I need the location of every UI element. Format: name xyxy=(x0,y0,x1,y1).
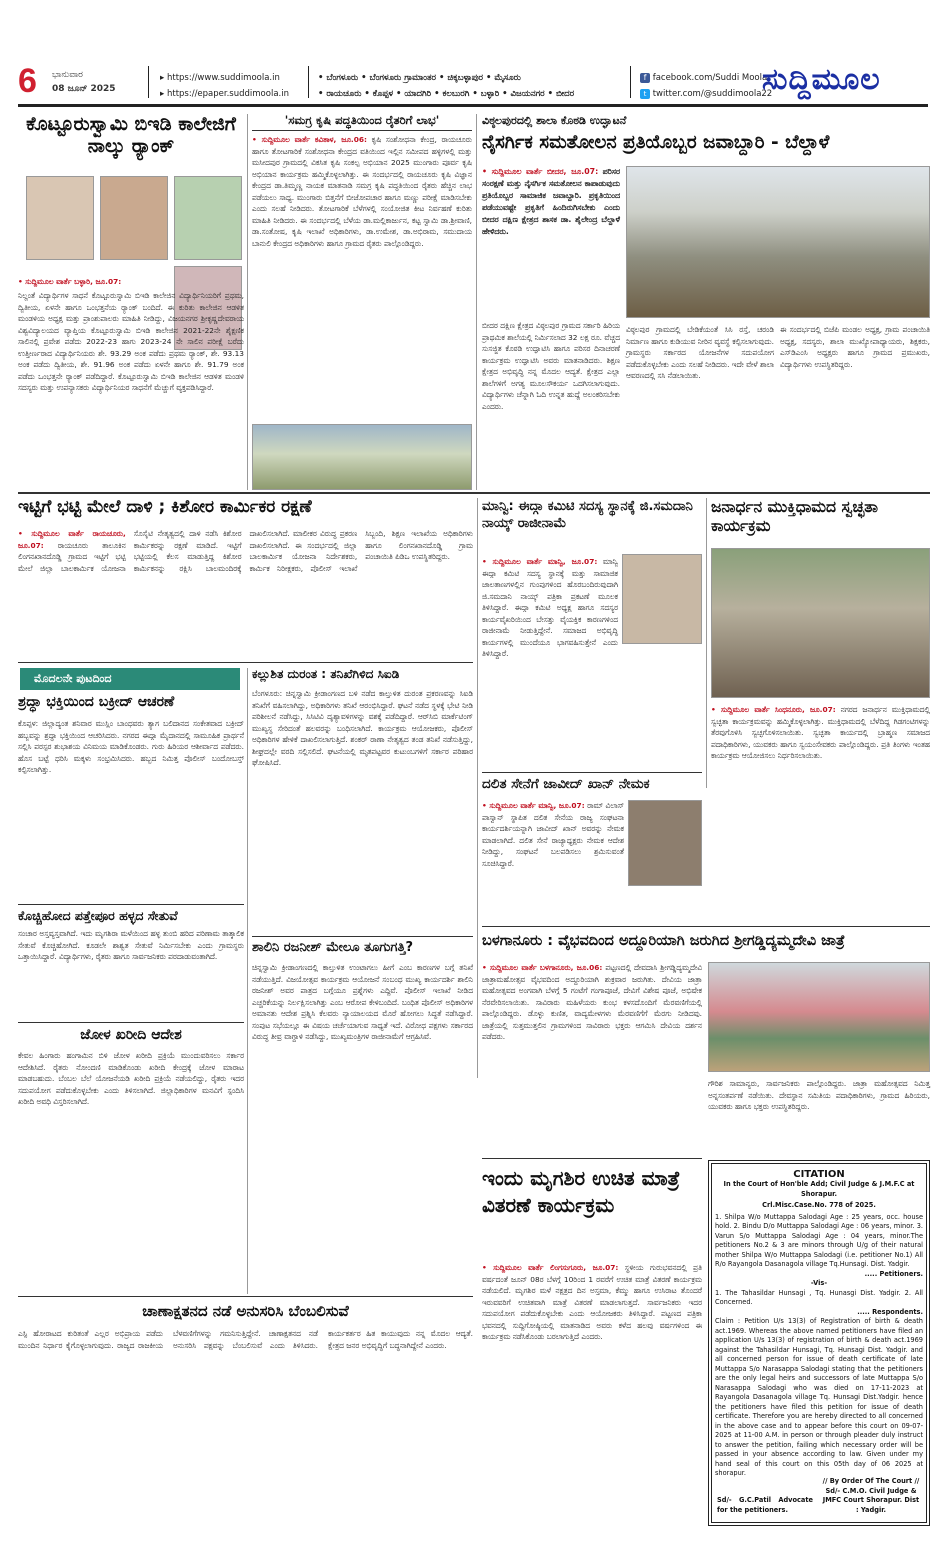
article-bridge xyxy=(18,904,244,1022)
byline: • ಸುದ್ದಿಮೂಲ ವಾರ್ತೆ ಮಾನ್ವಿ, ಜೂ.07: xyxy=(482,557,598,566)
article-jatre xyxy=(482,926,930,1152)
facebook-link[interactable]: facebook.com/Suddi Moola xyxy=(652,73,768,83)
masthead-divider xyxy=(148,66,149,98)
citation-court: In the Court of Hon'ble Add; Civil Judge & J.M.F.C at Shorapur. xyxy=(723,1180,915,1198)
citation-body: Claim : Petition U/s 13(3) of Registration of birth & death act.1969. Whereas the above named petitioners have filed an application U/s 13(3) of registration of birth & death act.1969 against the Tahasildar Hunsagi, Tq. Hunsagi Dist. Yadgir. and all concerned person for issue of death certificate of late Muttappa S/o Narasappa Salodagi stating that the petitioners are the only legal heirs and successors of late Muttappa S/o Narasappa Salodagi who was died on 17-11-2023 at Rayangola Dasanagola village Tq. Hunsagi Dist.Yadgir. hence the petitioners have filed this petition for issue of death certificate. Therefore you are hereby directed to all concerned in the above case and to appear before this court on 09-07-2025 at 11-00 A.M. in person or through pleader duly instruct to answer the petition, failing which necessary order will be passed in your absence according to law. Given under my hand seal of this court on this 05th day of 06 2025 at shorapur. xyxy=(715,1317,923,1477)
article-agriculture xyxy=(252,114,472,490)
byline: • ಸುದ್ದಿಮೂಲ ವಾರ್ತೆ ಕವಿತಾಳ, ಜೂ.06: xyxy=(252,135,367,145)
byline: • ಸುದ್ದಿಮೂಲ ವಾರ್ತೆ ಮಾನ್ವಿ, ಜೂ.07: xyxy=(482,801,585,810)
article-body: ರಾಮ್ ವಿಲಾಸ್ ಪಾಸ್ವಾನ್ ಸ್ಥಾಪಿತ ದಲಿತ ಸೇನೆಯ ರಾಜ್ಯ ಸಂಘಟನಾ ಕಾರ್ಯದರ್ಶಿಯನ್ನಾಗಿ ಜಾವೀದ್ ಖಾನ್ ಅವರನ್ನು ನೇಮಕ ಮಾಡಲಾಗಿದೆ. ದಲಿತ ಸೇನೆ ರಾಜ್ಯಾಧ್ಯಕ್ಷರು ನೇಮಕ ಆದೇಶ ನೀಡಿದ್ದು, ಸಂಘಟನೆ ಬಲಪಡಿಸಲು ಶ್ರಮಿಸುವಂತೆ ಸೂಚಿಸಿದ್ದಾರೆ. xyxy=(482,801,624,868)
article-body: ಕೇವಲ ಹಿಂಗಾರು ಹಂಗಾಮಿನ ಬಿಳಿ ಜೋಳ ಖರೀದಿ ಪ್ರಕ್ರಿಯೆ ಮುಂದುವರಿಸಲು ಸರ್ಕಾರ ಆದೇಶಿಸಿದೆ. ರೈತರು ನೋಂದಣಿ ಮಾಡಿಕೊಂಡು ಖರೀದಿ ಕೇಂದ್ರಕ್ಕೆ ಜೋಳ ಮಾರಾಟ ಮಾಡಬಹುದು. ಬೆಂಬಲ ಬೆಲೆ ಯೋಜನೆಯಡಿ ಖರೀದಿ ಪ್ರಕ್ರಿಯೆ ನಡೆಯಲಿದ್ದು, ರೈತರು ಇದರ ಸದುಪಯೋಗ ಪಡೆದುಕೊಳ್ಳಬೇಕು ಎಂದು ತಿಳಿಸಲಾಗಿದೆ. ಜಿಲ್ಲಾಧಿಕಾರಿಗಳ ಮನವಿಗೆ ಸ್ಪಂದಿಸಿ ಖರೀದಿ ಅವಧಿ ವಿಸ್ತರಿಸಲಾಗಿದೆ. xyxy=(18,1051,244,1106)
article-kicker: ವಿಠ್ಠಲಪುರದಲ್ಲಿ ಶಾಲಾ ಕೊಠಡಿ ಉದ್ಘಾಟನೆ xyxy=(482,114,627,127)
article-photo xyxy=(711,548,930,698)
article-title: ಚಾಣಾಕ್ಷತನದ ನಡೆ ಅನುಸರಿಸಿ ಬೆಂಬಲಿಸುವೆ xyxy=(18,1296,473,1320)
student-photo xyxy=(100,176,168,260)
article-photo xyxy=(252,424,472,490)
edition-date-text: 08 ಜೂನ್ 2025 xyxy=(52,84,116,94)
edition-day: ಭಾನುವಾರ xyxy=(52,70,83,80)
article-title: ಬಳಗಾನೂರು : ವೈಭವದಿಂದ ಅದ್ದೂರಿಯಾಗಿ ಜರುಗಿದ ಶ್ರೀಗಡ್ಡಿದ್ಯಮ್ಮದೇವಿ ಜಾತ್ರೆ xyxy=(482,926,930,950)
section-rule xyxy=(18,492,930,494)
article-cleanliness xyxy=(711,498,930,788)
article-body: ನಿಲ್ದಂತೆ ವಿದ್ಯಾರ್ಥಿಗಳ ಸಾಧನೆ ಕೊಟ್ಟೂರುಸ್ವಾಮಿ ಬಿಇಡಿ ಕಾಲೇಜಿನ ವಿದ್ಯಾರ್ಥಿನಿಯರಿಗೆ ಪ್ರಥಮ, ದ್ವಿತೀಯ, ಏಳನೇ ಹಾಗೂ ಒಂಭತ್ತನೆಯ ರ್‍ಯಾಂಕ್ ಬಂದಿದೆ. ಈ ಕುರಿತು ಕಾಲೇಜಿನ ಆಡಳಿತ ಮಂಡಳಿಯ ಅಧ್ಯಕ್ಷ ಮತ್ತು ಪ್ರಾಂಶುಪಾಲರು ಮಾಹಿತಿ ನೀಡಿದ್ದು, ವಿಜಯನಗರ ಶ್ರೀಕೃಷ್ಣದೇವರಾಯ ವಿಶ್ವವಿದ್ಯಾಲಯದ ವ್ಯಾಪ್ತಿಯ ಕೊಟ್ಟೂರುಸ್ವಾಮಿ ಬಿಇಡಿ ಕಾಲೇಜಿನ 2021-22ನೇ ಶೈಕ್ಷಣಿಕ ಸಾಲಿನಲ್ಲಿ ಪ್ರವೇಶ ಪಡೆದು 2022-23 ಹಾಗು 2023-24 ನೇ ಸಾಲಿನ ಪರೀಕ್ಷೆ ಬರೆದು ಉತ್ತೀರ್ಣರಾದ ವಿದ್ಯಾರ್ಥಿನಿಯರು ಶೇ. 93.29 ಅಂಕ ಪಡೆದು ಪ್ರಥಮ ರ್‍ಯಾಂಕ್, ಶೇ. 93.13 ಅಂಕ ಪಡೆದು ದ್ವಿತೀಯ, ಶೇ. 91.96 ಅಂಕ ಪಡೆದು ಏಳನೇ ಹಾಗೂ ಶೇ. 91.79 ಅಂಕ ಪಡೆದು ಒಂಭತ್ತನೇ ರ್‍ಯಾಂಕ್ ಪಡೆದಿದ್ದಾರೆ. ಕೊಟ್ಟೂರುಸ್ವಾಮಿ ಬಿಇಡಿ ಕಾಲೇಜಿನ ಆಡಳಿತ ಮಂಡಳಿ ಸದಸ್ಯರು ಮತ್ತು ಉಪನ್ಯಾಸಕರು ವಿದ್ಯಾರ್ಥಿನಿಯರ ಸಾಧನೆಗೆ ಮೆಚ್ಚುಗೆ ವ್ಯಕ್ತಪಡಿಸಿದ್ದಾರೆ. xyxy=(18,291,244,392)
byline: • ಸುದ್ದಿಮೂಲ ವಾರ್ತೆ ಬೀದರ, ಜೂ.07: xyxy=(482,167,599,176)
column-rule xyxy=(477,498,478,1078)
article-title: ಜೋಳ ಖರೀದಿ ಆದೇಶ xyxy=(18,1022,244,1043)
article-body: ಸ್ಥಳೀಯ ಗುರುಭವನದಲ್ಲಿ ಪ್ರತಿ ವರ್ಷದಂತೆ ಜೂನ್ 08ರ ಬೆಳಗ್ಗೆ 10ರಿಂದ 1 ರವರೆಗೆ ಉಚಿತ ಮಾತ್ರೆ ವಿತರಣೆ ಕಾರ್ಯಕ್ರಮ ನಡೆಯಲಿದೆ. ಮೃಗಶಿರ ಮಳೆ ನಕ್ಷತ್ರದ ದಿನ ಅಸ್ತಮಾ, ಕೆಮ್ಮು ಹಾಗೂ ಉಸಿರಾಟ ತೊಂದರೆ ಇರುವವರಿಗೆ ಉಚಿತವಾಗಿ ಮಾತ್ರೆ ವಿತರಣೆ ಮಾಡಲಾಗುತ್ತದೆ. ಸಾರ್ವಜನಿಕರು ಇದರ ಸದುಪಯೋಗ ಪಡೆದುಕೊಳ್ಳಬೇಕು ಎಂದು ಆಯೋಜಕರು ತಿಳಿಸಿದ್ದಾರೆ. ಪಟ್ಟಣದ ಪತ್ರಿಕಾ ಭವನದಲ್ಲಿ ಸುದ್ದಿಗೋಷ್ಠಿಯಲ್ಲಿ ಮಾತನಾಡಿದ ಅವರು ಕಳೆದ ಹಲವು ವರ್ಷಗಳಿಂದ ಈ ಕಾರ್ಯಕ್ರಮ ನಡೆಸಿಕೊಂಡು ಬರಲಾಗುತ್ತಿದೆ ಎಂದರು. xyxy=(482,1263,703,1341)
social-links xyxy=(640,70,772,102)
section-rule xyxy=(18,662,473,663)
article-jowar xyxy=(18,1022,244,1292)
masthead-divider xyxy=(308,66,309,98)
column-rule xyxy=(247,668,248,1294)
article-title: ದಲಿತ ಸೇನೆಗೆ ಜಾವೀದ್ ಖಾನ್ ನೇಮಕ xyxy=(482,772,702,793)
edition-cities xyxy=(318,70,574,102)
citation-sign-left: Sd/- G.C.Patil Advocate for the petitioners. xyxy=(717,1496,813,1514)
website-link[interactable]: https://www.suddimoola.in xyxy=(166,73,280,83)
citation-vs: -Vis- xyxy=(810,1279,828,1287)
article-title: 'ಸಮಗ್ರ ಕೃಷಿ ಪದ್ಧತಿಯಿಂದ ರೈತರಿಗೆ ಲಾಭ' xyxy=(252,114,472,131)
legal-citation xyxy=(708,1160,930,1526)
article-title: ಜನಾರ್ಧನ ಮುಕ್ತಿಧಾಮದ ಸ್ವಚ್ಛತಾ ಕಾರ್ಯಕ್ರಮ xyxy=(711,498,878,535)
byline: • ಸುದ್ದಿಮೂಲ ವಾರ್ತೆ ಬಳ್ಳಾರಿ, ಜೂ.07: xyxy=(18,277,122,286)
cities-row: • ಬೆಂಗಳೂರು • ಬೆಂಗಳೂರು ಗ್ರಾಮಾಂತರ • ಚಿಕ್ಕಬಳ್ಳಾಪುರ • ಮೈಸೂರು xyxy=(318,73,521,83)
facebook-icon: f xyxy=(640,73,650,83)
article-stampede xyxy=(252,668,473,930)
byline: • ಸುದ್ದಿಮೂಲ ವಾರ್ತೆ ಬಳಗಾನೂರು, ಜೂ.06: xyxy=(482,963,603,972)
cities-row: • ರಾಯಚೂರು • ಕೊಪ್ಪಳ • ಯಾದಗಿರಿ • ಕಲಬುರಗಿ • ಬಳ್ಳಾರಿ • ವಿಜಯನಗರ • ಬೀದರ xyxy=(318,89,575,99)
website-links xyxy=(160,70,289,102)
article-title: ನೈಸರ್ಗಿಕ ಸಮತೋಲನ ಪ್ರತಿಯೊಬ್ಬರ ಜವಾಬ್ದಾರಿ - ಬೆಲ್ದಾಳೆ xyxy=(482,132,830,153)
article-photo xyxy=(708,962,930,1072)
article-body: ಈ ಸಂದರ್ಭದಲ್ಲಿ ಬಿಜೆಪಿ ಮಂಡಲ ಅಧ್ಯಕ್ಷ, ಗ್ರಾಮ ಪಂಚಾಯಿತಿ ಅಧ್ಯಕ್ಷ, ಸದಸ್ಯರು, ಶಾಲಾ ಮುಖ್ಯೋಪಾಧ್ಯಾಯರು, ಶಿಕ್ಷಕರು, ಎಸ್‌ಡಿಎಂಸಿ ಅಧ್ಯಕ್ಷರು ಹಾಗೂ ಗ್ರಾಮದ ಪ್ರಮುಖರು, ವಿದ್ಯಾರ್ಥಿಗಳು ಉಪಸ್ಥಿತರಿದ್ದರು. xyxy=(780,325,930,369)
column-rule xyxy=(706,498,707,788)
edition-date xyxy=(52,68,116,96)
article-title: ಕೊಟ್ಟೂರುಸ್ವಾಮಿ ಬಿಇಡಿ ಕಾಲೇಜಿಗೆ ನಾಲ್ಕು ರ್‍ಯಾಂಕ್ xyxy=(26,113,236,157)
article-mrugashira xyxy=(482,1158,702,1528)
byline: • ಸುದ್ದಿಮೂಲ ವಾರ್ತೆ ಲಿಂಗಸುಗೂರು, ಜೂ.07: xyxy=(482,1263,619,1272)
citation-title: CITATION xyxy=(793,1169,845,1180)
student-photo xyxy=(174,176,242,260)
article-body: ಗೌರಿಶ ಸಾಮಾನ್ಯರು, ಸಾರ್ವಜನಿಕರು ಪಾಲ್ಗೊಂಡಿದ್ದರು. ಜಾತ್ರಾ ಮಹೋತ್ಸವದ ನಿಮಿತ್ತ ಅನ್ನಸಂತರ್ಪಣೆ ನಡೆಯಿತು. ದೇವಸ್ಥಾನ ಸಮಿತಿಯ ಪದಾಧಿಕಾರಿಗಳು, ಗ್ರಾಮದ ಹಿರಿಯರು, ಯುವಕರು ಹಾಗೂ ಭಕ್ತರು ಉಪಸ್ಥಿತರಿದ್ದರು. xyxy=(708,1079,930,1111)
twitter-icon: t xyxy=(640,89,650,99)
article-shalini xyxy=(252,936,473,1292)
article-body: ಪಟ್ಟಣದಲ್ಲಿ ದೇವದಾಸಿ ಶ್ರೀಗಡ್ಡಿದ್ಯಮ್ಮದೇವಿ ಜಾತ್ರಾಮಹೋತ್ಸವ ವೈಭವದಿಂದ ಅದ್ದೂರಿಯಾಗಿ ಶುಕ್ರವಾರ ಜರುಗಿತು. ದೇವಿಯ ಜಾತ್ರಾ ಮಹೋತ್ಸವದ ಅಂಗವಾಗಿ ಬೆಳಗ್ಗೆ 5 ಗಂಟೆಗೆ ಗಂಗಾಪೂಜೆ, ದೇವಿಗೆ ವಿಶೇಷ ಪೂಜೆ, ಅಭಿಷೇಕ ನೆರವೇರಿಸಲಾಯಿತು. ಸಾವಿರಾರು ಮಹಿಳೆಯರು ಕುಂಭ ಕಳಸದೊಂದಿಗೆ ಮೆರವಣಿಗೆಯಲ್ಲಿ ಪಾಲ್ಗೊಂಡಿದ್ದರು. ಡೊಳ್ಳು ಕುಣಿತ, ವಾದ್ಯಮೇಳಗಳು ಮೆರವಣಿಗೆಗೆ ಮೆರಗು ನೀಡಿದವು. ಜಾತ್ರೆಯಲ್ಲಿ ಸುತ್ತಮುತ್ತಲಿನ ಗ್ರಾಮಗಳಿಂದ ಸಾವಿರಾರು ಭಕ್ತರು ಆಗಮಿಸಿ ದೇವಿಯ ದರ್ಶನ ಪಡೆದರು. xyxy=(482,963,702,1041)
section-tag: ಮೊದಲನೇ ಪುಟದಿಂದ xyxy=(20,668,240,690)
twitter-link[interactable]: twitter.com/@suddimoola22 xyxy=(652,89,773,99)
article-body: ಚಿನ್ನಸ್ವಾಮಿ ಕ್ರೀಡಾಂಗಣದಲ್ಲಿ ಕಾಲ್ತುಳಿತ ಉಂಟಾಗಲು ಹೀಗೆ ಎಂಬ ಕಾರಣಗಳ ಬಗ್ಗೆ ತನಿಖೆ ನಡೆಯುತ್ತಿದೆ. ವಿಜಯೋತ್ಸವ ಕಾರ್ಯಕ್ರಮ ಆಯೋಜನೆ ಸಂಬಂಧ ಮುಖ್ಯ ಕಾರ್ಯದರ್ಶಿ ಶಾಲಿನಿ ರಜನೀಶ್ ಅವರ ಪಾತ್ರದ ಬಗ್ಗೆಯೂ ಪ್ರಶ್ನೆಗಳು ಎದ್ದಿವೆ. ಪೊಲೀಸ್ ಇಲಾಖೆ ನೀಡಿದ ಎಚ್ಚರಿಕೆಯನ್ನು ನಿರ್ಲಕ್ಷಿಸಲಾಗಿತ್ತು ಎಂಬ ಆರೋಪ ಕೇಳಿಬಂದಿದೆ. ಬಂಧಿತ ಪೊಲೀಸ್ ಅಧಿಕಾರಿಗಳ ಅಮಾನತು ಆದೇಶ ಪ್ರಶ್ನಿಸಿ ಕೆಲವರು ನ್ಯಾಯಾಲಯದ ಮೊರೆ ಹೋಗಲು ಸಿದ್ಧತೆ ನಡೆಸಿದ್ದಾರೆ. ಸಂಪುಟ ಸಭೆಯಲ್ಲೂ ಈ ವಿಷಯ ಚರ್ಚೆಯಾಗುವ ಸಾಧ್ಯತೆ ಇದೆ. ವಿರೋಧ ಪಕ್ಷಗಳು ಸರ್ಕಾರದ ವಿರುದ್ಧ ತೀವ್ರ ವಾಗ್ದಾಳಿ ನಡೆಸಿದ್ದು, ಮುಖ್ಯಮಂತ್ರಿಗಳ ರಾಜೀನಾಮೆಗೆ ಆಗ್ರಹಿಸಿವೆ. xyxy=(252,963,473,1041)
masthead-divider xyxy=(630,66,631,98)
page-number: 6 xyxy=(18,62,37,100)
article-title: ಇಟ್ಟಿಗೆ ಭಟ್ಟಿ ಮೇಲೆ ದಾಳಿ ; ಕಿಶೋರ ಕಾರ್ಮಿಕರ ರಕ್ಷಣೆ xyxy=(18,497,312,517)
citation-case: Crl.Misc.Case.No. 778 of 2025. xyxy=(762,1201,876,1209)
article-body: ನಗರದ ಜನಾರ್ಧನ ಮುಕ್ತಿಧಾಮದಲ್ಲಿ ಸ್ವಚ್ಛತಾ ಕಾರ್ಯಕ್ರಮವನ್ನು ಹಮ್ಮಿಕೊಳ್ಳಲಾಗಿತ್ತು. ಮುಕ್ತಿಧಾಮದಲ್ಲಿ ಬೆಳೆದಿದ್ದ ಗಿಡಗಂಟಿಗಳನ್ನು ತೆರವುಗೊಳಿಸಿ ಸ್ವಚ್ಛಗೊಳಿಸಲಾಯಿತು. ಸ್ವಚ್ಛತಾ ಕಾರ್ಯದಲ್ಲಿ ಬ್ರಾಹ್ಮಣ ಸಮಾಜದ ಪದಾಧಿಕಾರಿಗಳು, ಯುವಕರು ಹಾಗೂ ಸ್ವಯಂಸೇವಕರು ಪಾಲ್ಗೊಂಡಿದ್ದರು. ಪ್ರತಿ ತಿಂಗಳು ಇಂತಹ ಕಾರ್ಯಕ್ರಮ ಆಯೋಜಿಸಲು ನಿರ್ಧರಿಸಲಾಯಿತು. xyxy=(711,705,930,760)
article-dalit-sena xyxy=(482,772,702,922)
article-body: ಬೆಂಗಳೂರು: ಚಿನ್ನಸ್ವಾಮಿ ಕ್ರೀಡಾಂಗಣದ ಬಳಿ ನಡೆದ ಕಾಲ್ತುಳಿತ ದುರಂತ ಪ್ರಕರಣವನ್ನು ಸಿಐಡಿ ತನಿಖೆಗೆ ವಹಿಸಲಾಗಿದ್ದು, ಅಧಿಕಾರಿಗಳು ತನಿಖೆ ಆರಂಭಿಸಿದ್ದಾರೆ. ಘಟನೆ ನಡೆದ ಸ್ಥಳಕ್ಕೆ ಭೇಟಿ ನೀಡಿ ಪರಿಶೀಲನೆ ನಡೆಸಿದ್ದು, ಸಿಸಿಟಿವಿ ದೃಶ್ಯಾವಳಿಗಳನ್ನು ವಶಕ್ಕೆ ಪಡೆದಿದ್ದಾರೆ. ಆರ್‌ಸಿಬಿ ಮಾರ್ಕೆಟಿಂಗ್ ಮುಖ್ಯಸ್ಥ ಸೇರಿದಂತೆ ಹಲವರನ್ನು ಬಂಧಿಸಲಾಗಿದೆ. ಕಾರ್ಯಕ್ರಮ ಆಯೋಜಕರು, ಪೊಲೀಸ್ ಅಧಿಕಾರಿಗಳ ಹೇಳಿಕೆ ದಾಖಲಿಸಲಾಗುತ್ತಿದೆ. ಶಂಕರ್ ರಾಣಾ ನೇತೃತ್ವದ ತಂಡ ತನಿಖೆ ನಡೆಸುತ್ತಿದ್ದು, ಶೀಘ್ರದಲ್ಲೇ ವರದಿ ಸಲ್ಲಿಸಲಿದೆ. ಘಟನೆಯಲ್ಲಿ ಮೃತಪಟ್ಟವರ ಕುಟುಂಬಗಳಿಗೆ ಸರ್ಕಾರ ಪರಿಹಾರ ಘೋಷಿಸಿದೆ. xyxy=(252,689,473,767)
column-rule xyxy=(476,114,477,490)
article-title: ಕಲ್ಲುಶಿತ ದುರಂತ : ತನಿಖೆಗಿಳಿದ ಸಿಐಡಿ xyxy=(252,667,400,681)
citation-body: 1. The Tahasildar Hunsagi , Tq. Hunasgi Dist. Yadgir. 2. All Concerned. xyxy=(715,1288,923,1306)
article-lead: ಪರಿಸರ ಸಂರಕ್ಷಣೆ ಮತ್ತು ನೈಸರ್ಗಿಕ ಸಮತೋಲನ ಕಾಪಾಡುವುದು ಪ್ರತಿಯೊಬ್ಬರ ಸಾಮಾಜಿಕ ಜವಾಬ್ದಾರಿ. ಪ್ರಕೃತಿಯಿಂದ ಪಡೆಯುವಷ್ಟೇ ಪ್ರಕೃತಿಗೆ ಹಿಂದಿರುಗಿಸಬೇಕು ಎಂದು ಬೀದರ ದಕ್ಷಿಣ ಕ್ಷೇತ್ರದ ಶಾಸಕ ಡಾ. ಶೈಲೇಂದ್ರ ಬೆಲ್ದಾಳೆ ಹೇಳಿದರು. xyxy=(482,167,620,236)
masthead-rule xyxy=(18,104,928,107)
citation-respondents: ..... Respondents. xyxy=(857,1307,923,1316)
link-arrow-icon: ▸ xyxy=(160,89,167,99)
person-photo xyxy=(622,554,702,644)
article-ranks xyxy=(18,114,244,486)
article-school xyxy=(482,114,930,490)
article-cleanliness-cont xyxy=(711,790,930,920)
article-body: ಬೀದರ ದಕ್ಷಿಣ ಕ್ಷೇತ್ರದ ವಿಠ್ಠಲಪುರ ಗ್ರಾಮದ ಸರ್ಕಾರಿ ಹಿರಿಯ ಪ್ರಾಥಮಿಕ ಶಾಲೆಯಲ್ಲಿ ನಿರ್ಮಿಸಲಾದ 32 ಲಕ್ಷ ರೂ. ವೆಚ್ಚದ ಸುಸಜ್ಜಿತ ಕೊಠಡಿ ಉದ್ಘಾಟಿಸಿ ಹಾಗೂ ಪರಿಸರ ದಿನಾಚರಣೆ ಕಾರ್ಯಕ್ರಮ ಉದ್ಘಾಟಿಸಿ ಅವರು ಮಾತನಾಡಿದರು. ಶಿಕ್ಷಣ ಕ್ಷೇತ್ರದ ಅಭಿವೃದ್ಧಿ ನನ್ನ ಮೊದಲ ಆದ್ಯತೆ. ಕ್ಷೇತ್ರದ ಎಲ್ಲಾ ಶಾಲೆಗಳಿಗೆ ಅಗತ್ಯ ಮೂಲಸೌಕರ್ಯ ಒದಗಿಸಲಾಗುವುದು. ವಿದ್ಯಾರ್ಥಿಗಳು ಚೆನ್ನಾಗಿ ಓದಿ ಉನ್ನತ ಹುದ್ದೆ ಅಲಂಕರಿಸಬೇಕು ಎಂದರು. xyxy=(482,321,620,411)
column-rule xyxy=(247,114,248,490)
epaper-link[interactable]: https://epaper.suddimoola.in xyxy=(166,89,289,99)
link-arrow-icon: ▸ xyxy=(160,73,167,83)
article-title: ಶ್ರದ್ಧಾ ಭಕ್ತಿಯಿಂದ ಬಕ್ರೀದ್ ಆಚರಣೆ xyxy=(18,694,175,710)
article-photo xyxy=(626,166,930,318)
article-title: ಕೊಚ್ಚಿಹೋದ ಪತ್ತೇಪೂರ ಹಳ್ಳದ ಸೇತುವೆ xyxy=(18,904,244,923)
article-brick-kiln xyxy=(18,498,473,658)
article-title: ಇಂದು ಮೃಗಶಿರ ಉಚಿತ ಮಾತ್ರೆ ವಿತರಣೆ ಕಾರ್ಯಕ್ರಮ xyxy=(482,1158,702,1219)
article-title: ಮಾನ್ವಿ: ಈದ್ಗಾ ಕಮಿಟಿ ಸದಸ್ಯ ಸ್ಥಾನಕ್ಕೆ ಜಿ.ಸಮದಾನಿ ನಾಯ್ಕ್ ರಾಜೀನಾಮೆ xyxy=(482,499,693,531)
byline: • ಸುದ್ದಿಮೂಲ ವಾರ್ತೆ ಸಿಂಧನೂರು, ಜೂ.07: xyxy=(711,705,836,714)
citation-petitioners: ..... Petitioners. xyxy=(864,1269,923,1278)
byline: • ಸುದ್ದಿಮೂಲ ವಾರ್ತೆ ರಾಯಚೂರು, ಜೂ.07: xyxy=(18,529,126,550)
article-idgah xyxy=(482,498,702,768)
article-title: ಶಾಲಿನಿ ರಜನೀಶ್ ಮೇಲೂ ತೂಗುಗತ್ತಿ? xyxy=(252,936,473,956)
person-photo xyxy=(628,800,702,886)
article-body: ವಿಠ್ಠಲಪುರ ಗ್ರಾಮದಲ್ಲಿ ಬೇಡಿಕೆಯಂತೆ ಸಿಸಿ ರಸ್ತೆ, ಚರಂಡಿ ನಿರ್ಮಾಣ ಹಾಗೂ ಕುಡಿಯುವ ನೀರಿನ ವ್ಯವಸ್ಥೆ ಕಲ್ಪಿಸಲಾಗುವುದು. ಗ್ರಾಮಸ್ಥರು ಸರ್ಕಾರದ ಯೋಜನೆಗಳ ಸದುಪಯೋಗ ಪಡೆದುಕೊಳ್ಳಬೇಕು ಎಂದು ಸಲಹೆ ನೀಡಿದರು. ಇದೇ ವೇಳೆ ಶಾಲಾ ಆವರಣದಲ್ಲಿ ಸಸಿ ನೆಡಲಾಯಿತು. xyxy=(626,325,775,380)
article-body: ಸಂಚಾರ ಅಸ್ತವ್ಯಸ್ತವಾಗಿದೆ. ಇದು ಮೃಗಶಿರಾ ಮಳೆಯಿಂದ ಹಳ್ಳ ತುಂಬಿ ಹರಿದ ಪರಿಣಾಮ ತಾತ್ಕಾಲಿಕ ಸೇತುವೆ ಕೊಚ್ಚಿಹೋಗಿದೆ. ಕೂಡಲೇ ಶಾಶ್ವತ ಸೇತುವೆ ನಿರ್ಮಿಸಬೇಕು ಎಂದು ಗ್ರಾಮಸ್ಥರು ಒತ್ತಾಯಿಸಿದ್ದಾರೆ. ವಿದ್ಯಾರ್ಥಿಗಳು, ರೈತರು ಹಾಗೂ ಸಾರ್ವಜನಿಕರು ಪರದಾಡುವಂತಾಗಿದೆ. xyxy=(18,929,244,961)
article-body: ರಾಯಚೂರು ತಾಲೂಕಿನ ಲಿಂಗನಖಾನದೊಡ್ಡಿ ಗ್ರಾಮದ ಇಟ್ಟಿಗೆ ಭಟ್ಟಿ ಮೇಲೆ ಜಿಲ್ಲಾ ಬಾಲಕಾರ್ಮಿಕ ಯೋಜನಾ ಸೊಸೈಟಿ ನೇತೃತ್ವದಲ್ಲಿ ದಾಳಿ ನಡೆಸಿ ಕಿಶೋರ ಕಾರ್ಮಿಕರನ್ನು ರಕ್ಷಣೆ ಮಾಡಿದೆ. ಇಟ್ಟಿಗೆ ಭಟ್ಟಿಯಲ್ಲಿ ಕೆಲಸ ಮಾಡುತ್ತಿದ್ದ ಕಿಶೋರ ಕಾರ್ಮಿಕನನ್ನು ರಕ್ಷಿಸಿ ಬಾಲಮಂದಿರಕ್ಕೆ ದಾಖಲಿಸಲಾಗಿದೆ. ಮಾಲೀಕರ ವಿರುದ್ಧ ಪ್ರಕರಣ ದಾಖಲಿಸಲಾಗಿದೆ. ಈ ಸಂದರ್ಭದಲ್ಲಿ ಜಿಲ್ಲಾ ಬಾಲಕಾರ್ಮಿಕ ಯೋಜನಾ ನಿರ್ದೇಶಕರು, ಕಾರ್ಮಿಕ ನಿರೀಕ್ಷಕರು, ಪೊಲೀಸ್ ಇಲಾಖೆ ಸಿಬ್ಬಂದಿ, ಶಿಕ್ಷಣ ಇಲಾಖೆಯ ಅಧಿಕಾರಿಗಳು ಹಾಗೂ ಲಿಂಗನಖಾನದೊಡ್ಡಿ ಗ್ರಾಮ ಪಂಚಾಯಿತಿ ಪಿಡಿಒ ಉಪಸ್ಥಿತರಿದ್ದರು. xyxy=(18,529,473,573)
citation-sign-right: // By Order Of The Court // Sd/- C.M.O. Civil Judge & JMFC Court Shorapur. Dist : Yadgir. xyxy=(822,1477,920,1514)
student-photo xyxy=(26,176,94,260)
article-body: ಕೃಷಿ ಸಂಶೋಧನಾ ಕೇಂದ್ರ, ರಾಯಚೂರು ಹಾಗೂ ತೋಟಗಾರಿಕೆ ಸಂಶೋಧನಾ ಕೇಂದ್ರದ ವತಿಯಿಂದ ಇಲ್ಲಿನ ಸಮೀಪದ ಹಳ್ಳಿಗಳಲ್ಲಿ ಮತ್ತು ಮಸೀದಪುರ ಗ್ರಾಮದಲ್ಲಿ ವಿಕಸಿತ ಕೃಷಿ ಸಂಕಲ್ಪ ಅಭಿಯಾನ 2025 ಮುಂಗಾರು ಪೂರ್ವ ಕೃಷಿ ಅಭಿಯಾನ ಕಾರ್ಯಕ್ರಮ ಹಮ್ಮಿಕೊಳ್ಳಲಾಗಿತ್ತು. ಈ ಸಂದರ್ಭದಲ್ಲಿ ರಾಯಚೂರು ಕೃಷಿ ವಿಜ್ಞಾನ ಕೇಂದ್ರದ ಡಾ.ತಿಮ್ಮಣ್ಣ ನಾಯಕ ಮಾತನಾಡಿ ಸಮಗ್ರ ಕೃಷಿ ಪದ್ಧತಿಯಿಂದ ರೈತರು ಹೆಚ್ಚಿನ ಲಾಭ ಪಡೆಯಲು ಸಾಧ್ಯ. ಮುಂಗಾರು ಬಿತ್ತನೆಗೆ ಬೀಜೋಪಚಾರ ಹಾಗೂ ಮಣ್ಣು ಪರೀಕ್ಷೆ ಮಾಡಿಸಬೇಕು ಎಂದು ಸಲಹೆ ನೀಡಿದರು. ತೋಟಗಾರಿಕೆ ಬೆಳೆಗಳಲ್ಲಿ ಸಂಯೋಜಿತ ಕೀಟ ನಿರ್ವಹಣೆ ಕುರಿತು ಮಾಹಿತಿ ನೀಡಿದರು. ಈ ಸಂದರ್ಭದಲ್ಲಿ ಬೆಳೆಯ ಡಾ.ಮಲ್ಲಿಕಾರ್ಜುನ, ಕಟ್ಟ ಸ್ವಾಮಿ ಡಾ.ಶ್ರೀವಾಣಿ, ಡಾ.ಸಂತೋಷ, ಕೃಷಿ ಇಲಾಖೆ ಅಧಿಕಾರಿಗಳು, ಡಾ.ಉಮೇಶ, ಡಾ.ಅಭಿರಾಮ, ಸಮುದಾಯ ಬಾನುಲಿ ಕೇಂದ್ರದ ಅಧಿಕಾರಿಗಳು ಹಾಗೂ ಗ್ರಾಮದ ರೈತರು ಪಾಲ್ಗೊಂಡಿದ್ದರು. xyxy=(252,135,472,248)
article-chanakya xyxy=(18,1296,473,1526)
citation-body: 1. Shilpa W/o Muttappa Salodagi Age : 25 years, occ. house hold. 2. Bindu D/o Muttappa Salodagi Age : 06 years, minor. 3. Varun S/o Muttappa Salodagi Age : 04 years, minor.The petitioners No.2 & 3 are minors through U/g of their natural mother Shilpa W/o Muttappa Salodagi (i.e. petitioner No.1) All R/o Rayangola Dasanagola village Tq.Hunsagi. Dist. Yadgir. xyxy=(715,1212,923,1268)
article-body: ಮಾನ್ವಿ ಈದ್ಗಾ ಕಮಿಟಿ ಸದಸ್ಯ ಸ್ಥಾನಕ್ಕೆ ಮತ್ತು ಸಾಮಾಜಿಕ ಜಾಲತಾಣಗಳಲ್ಲಿನ ಗುಂಪುಗಳಿಂದ ಹೊರಬಂದಿರುವುದಾಗಿ ಜಿ.ಸಮದಾನಿ ನಾಯ್ಕ್ ಪತ್ರಿಕಾ ಪ್ರಕಟಣೆ ಮೂಲಕ ತಿಳಿಸಿದ್ದಾರೆ. ಈದ್ಗಾ ಕಮಿಟಿ ಅಧ್ಯಕ್ಷ ಹಾಗೂ ಸದಸ್ಯರ ಕಾರ್ಯವೈಖರಿಯಿಂದ ಬೇಸತ್ತು ವೈಯಕ್ತಿಕ ಕಾರಣಗಳಿಂದ ರಾಜೀನಾಮೆ ನೀಡುತ್ತಿದ್ದೇನೆ. ಸಮಾಜದ ಅಭಿವೃದ್ಧಿ ಕಾರ್ಯಗಳಲ್ಲಿ ಮುಂದೆಯೂ ಭಾಗವಹಿಸುತ್ತೇನೆ ಎಂದು ತಿಳಿಸಿದ್ದಾರೆ. xyxy=(482,557,618,658)
newspaper-logo: ಸುದ್ದಿಮೂಲ xyxy=(762,62,881,97)
article-body: ಕೊಪ್ಪಳ: ಜಿಲ್ಲಾದ್ಯಂತ ಶನಿವಾರ ಮುಸ್ಲಿಂ ಬಾಂಧವರು ತ್ಯಾಗ ಬಲಿದಾನದ ಸಂಕೇತವಾದ ಬಕ್ರೀದ್ ಹಬ್ಬವನ್ನು ಶ್ರದ್ಧಾ ಭಕ್ತಿಯಿಂದ ಆಚರಿಸಿದರು. ನಗರದ ಈದ್ಗಾ ಮೈದಾನದಲ್ಲಿ ಸಾಮೂಹಿಕ ಪ್ರಾರ್ಥನೆ ಸಲ್ಲಿಸಿ ಪರಸ್ಪರ ಶುಭಾಶಯ ವಿನಿಮಯ ಮಾಡಿಕೊಂಡರು. ಗುರು ಹಿರಿಯರ ಆಶೀರ್ವಾದ ಪಡೆದರು. ಹೊಸ ಬಟ್ಟೆ ಧರಿಸಿ ಮಕ್ಕಳು ಸಂಭ್ರಮಿಸಿದರು. ಹಬ್ಬದ ನಿಮಿತ್ತ ಪೊಲೀಸ್ ಬಂದೋಬಸ್ತ್ ಕಲ್ಪಿಸಲಾಗಿತ್ತು. xyxy=(18,719,244,774)
article-bakrid xyxy=(18,694,244,904)
article-body: ಎಸ್ಪಿ ಹೋರಾಟದ ಕುರಿತಂತೆ ಎಲ್ಲರ ಅಭಿಪ್ರಾಯ ಪಡೆದು ಮುಂದಿನ ನಿರ್ಧಾರ ಕೈಗೊಳ್ಳಲಾಗುವುದು. ರಾಜ್ಯದ ರಾಜಕೀಯ ಬೆಳವಣಿಗೆಗಳನ್ನು ಗಮನಿಸುತ್ತಿದ್ದೇನೆ. ಚಾಣಾಕ್ಷತನದ ನಡೆ ಅನುಸರಿಸಿ ಪಕ್ಷವನ್ನು ಬೆಂಬಲಿಸುವೆ ಎಂದು ತಿಳಿಸಿದರು. ಕಾರ್ಯಕರ್ತರ ಹಿತ ಕಾಯುವುದು ನನ್ನ ಮೊದಲ ಆದ್ಯತೆ. ಕ್ಷೇತ್ರದ ಜನರ ಅಭಿವೃದ್ಧಿಗೆ ಬದ್ಧನಾಗಿದ್ದೇನೆ ಎಂದರು. xyxy=(18,1329,473,1350)
